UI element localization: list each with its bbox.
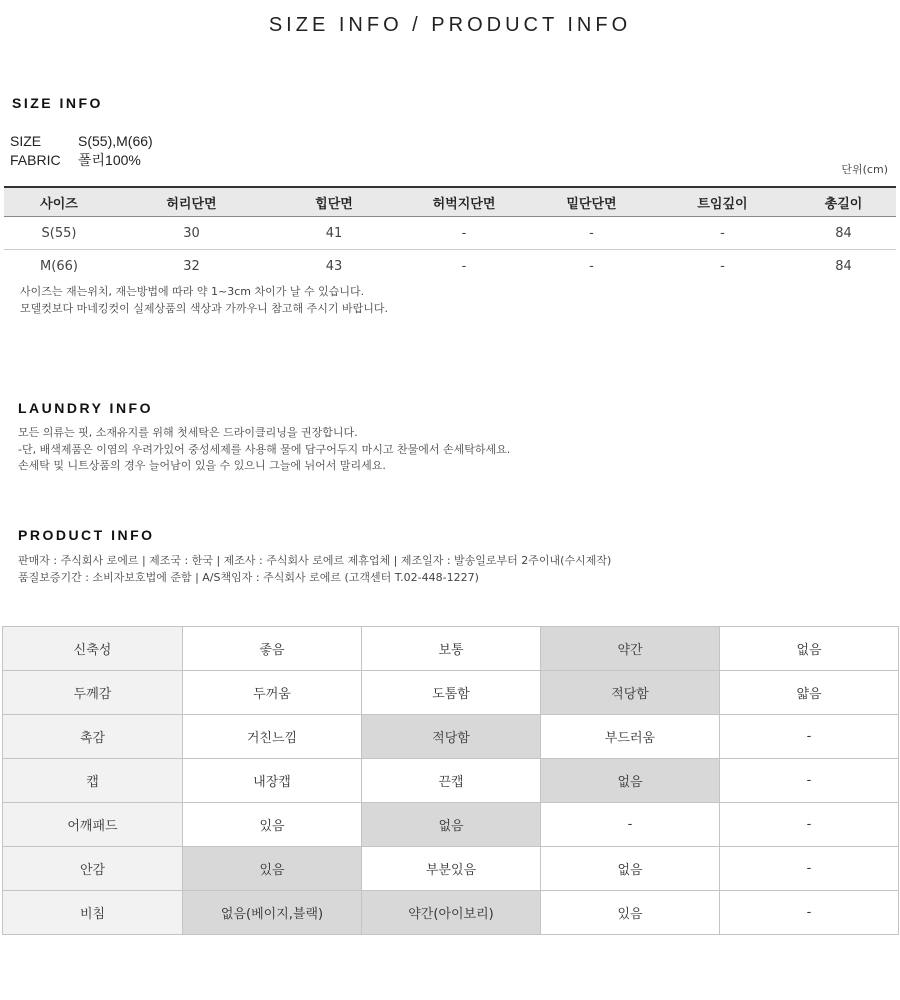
product-notes	[18, 553, 611, 586]
table-row	[4, 217, 896, 250]
table-cell: 84	[835, 258, 852, 274]
size-value: S(55),M(66)	[78, 133, 153, 149]
attribute-option: -	[541, 803, 720, 847]
attribute-option: 도톰함	[362, 671, 541, 715]
product-info-title: PRODUCT INFO	[18, 527, 155, 543]
attribute-label: 신축성	[3, 627, 183, 671]
attribute-label: 촉감	[3, 715, 183, 759]
table-cell: -	[461, 258, 467, 274]
attribute-option-selected: 있음	[183, 847, 362, 891]
attribute-option: 보통	[362, 627, 541, 671]
size-row	[10, 133, 153, 149]
table-cell: 43	[325, 258, 343, 274]
unit-label: 단위(cm)	[841, 163, 888, 176]
table-row	[4, 250, 896, 283]
header-cell: 허벅지단면	[399, 187, 529, 217]
size-table-header	[4, 187, 896, 217]
size-table	[4, 186, 896, 282]
table-cell: 32	[183, 258, 200, 274]
table-cell: -	[399, 217, 529, 250]
attribute-option: -	[720, 715, 899, 759]
table-cell: -	[720, 258, 725, 274]
attribute-option: 없음	[541, 847, 720, 891]
laundry-line: -단, 배색제품은 이염의 우려가있어 중성세제를 사용해 물에 담구어두지 마시고 찬물에서 손세탁하세요.	[18, 442, 511, 456]
attribute-option-selected: 약간	[541, 627, 720, 671]
fabric-attributes-table	[2, 626, 899, 935]
laundry-notes	[18, 425, 510, 475]
attribute-option: -	[720, 847, 899, 891]
attribute-option: -	[720, 891, 899, 935]
attribute-option: 좋음	[183, 627, 362, 671]
header-cell: 총길이	[791, 187, 896, 217]
table-cell: M(66)	[40, 258, 78, 274]
attribute-option: 있음	[541, 891, 720, 935]
attribute-option: 얇음	[720, 671, 899, 715]
page-title: SIZE INFO / PRODUCT INFO	[268, 14, 632, 36]
attribute-option: 거친느낌	[183, 715, 362, 759]
attribute-option: 끈캡	[362, 759, 541, 803]
product-line: 품질보증기간 : 소비자보호법에 준함 | A/S책임자 : 주식회사 로에르 (고객센터 T.02-448-1227)	[18, 570, 479, 584]
size-note-line: 사이즈는 재는위치, 재는방법에 따라 약 1~3cm 차이가 날 수 있습니다.	[20, 285, 365, 298]
attribute-row	[3, 759, 899, 803]
attribute-option: 없음	[720, 627, 899, 671]
attribute-option-selected: 적당함	[541, 671, 720, 715]
table-cell: 41	[269, 217, 399, 250]
attribute-row	[3, 891, 899, 935]
table-cell: 84	[791, 217, 896, 250]
header-cell: 힙단면	[269, 187, 399, 217]
attribute-option-selected: 적당함	[362, 715, 541, 759]
laundry-line: 모든 의류는 핏, 소재유지를 위해 첫세탁은 드라이클리닝을 권장합니다.	[18, 426, 358, 439]
header-cell: 트임깊이	[654, 187, 791, 217]
table-cell: S(55)	[4, 217, 114, 250]
size-label: SIZE	[10, 133, 42, 149]
attribute-label: 안감	[3, 847, 183, 891]
attribute-row	[3, 803, 899, 847]
table-cell: -	[654, 217, 791, 250]
attribute-option: 내장캡	[183, 759, 362, 803]
header-cell: 사이즈	[4, 187, 114, 217]
header-cell: 밑단단면	[529, 187, 654, 217]
attribute-row	[3, 671, 899, 715]
table-cell: -	[529, 217, 654, 250]
fabric-label: FABRIC	[10, 152, 61, 168]
attribute-option: 부드러움	[541, 715, 720, 759]
header-cell: 허리단면	[114, 187, 269, 217]
attribute-label: 비침	[3, 891, 183, 935]
table-cell: 30	[114, 217, 269, 250]
size-notes	[20, 284, 388, 317]
fabric-row	[10, 150, 141, 170]
attribute-label: 어깨패드	[3, 803, 183, 847]
attribute-option: 두꺼움	[183, 671, 362, 715]
attribute-row	[3, 847, 899, 891]
attribute-option-selected: 약간(아이보리)	[362, 891, 541, 935]
attribute-row	[3, 715, 899, 759]
attribute-label: 캡	[3, 759, 183, 803]
size-info-title: SIZE INFO	[12, 95, 103, 111]
attribute-option: -	[720, 759, 899, 803]
attribute-option: 있음	[183, 803, 362, 847]
attribute-label: 두께감	[3, 671, 183, 715]
product-line: 판매자 : 주식회사 로에르 | 제조국 : 한국 | 제조사 : 주식회사 로에르 제휴업체 | 제조일자 : 발송일로부터 2주이내(수시제작)	[18, 554, 612, 567]
attribute-option: 부분있음	[362, 847, 541, 891]
laundry-info-title: LAUNDRY INFO	[18, 400, 153, 416]
attribute-option-selected: 없음(베이지,블랙)	[183, 891, 362, 935]
table-cell: -	[589, 258, 594, 274]
fabric-value: 폴리100%	[78, 152, 141, 168]
attribute-option: -	[720, 803, 899, 847]
laundry-line: 손세탁 및 니트상품의 경우 늘어남이 있을 수 있으니 그늘에 뉘어서 말리세요.	[18, 459, 386, 472]
attribute-option-selected: 없음	[541, 759, 720, 803]
attribute-row	[3, 627, 899, 671]
size-note-line: 모델컷보다 마네킹컷이 실제상품의 색상과 가까우니 참고해 주시기 바랍니다.	[20, 301, 389, 315]
attribute-option-selected: 없음	[362, 803, 541, 847]
